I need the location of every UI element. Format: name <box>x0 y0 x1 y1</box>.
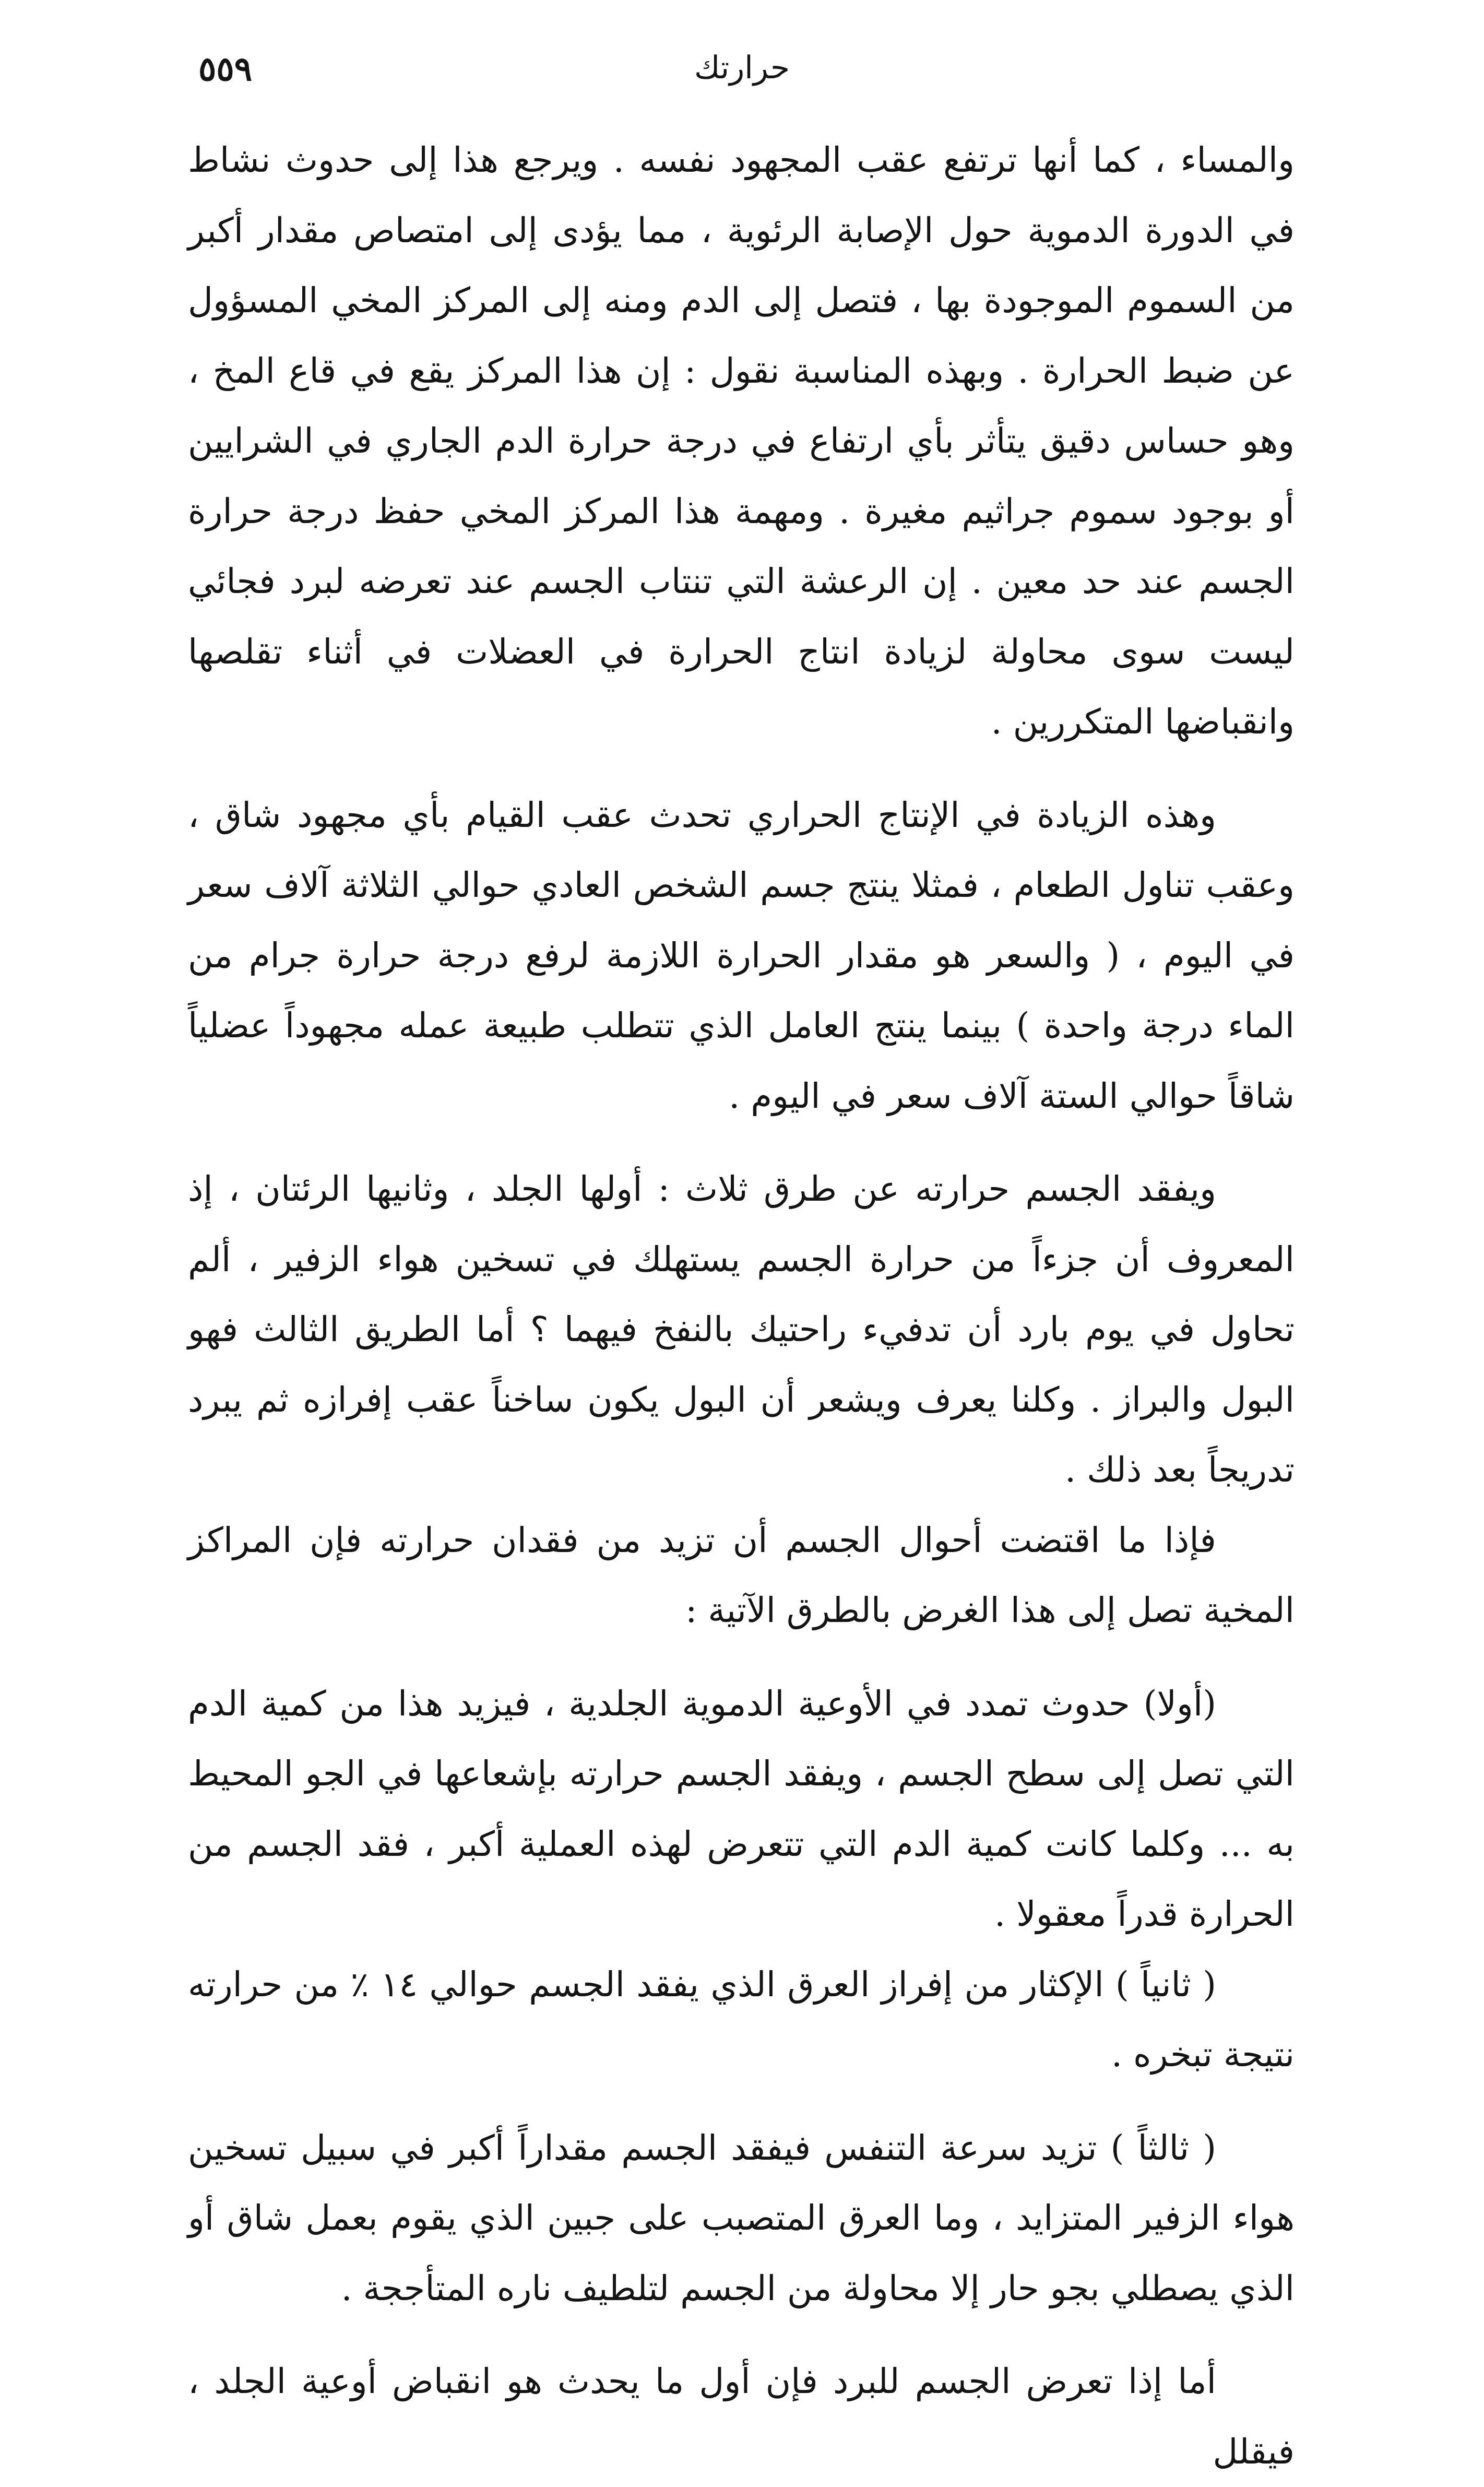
running-title: حرارتك <box>694 50 790 86</box>
paragraph-second-method: ( ثانياً ) الإكثار من إفراز العرق الذي يفقد الجسم حوالي ١٤ ٪ من حرارته نتيجة تبخره . <box>188 1964 1295 2075</box>
paragraph-heat-loss-routes: ويفقد الجسم حرارته عن طرق ثلاث : أولها الجلد ، وثانيها الرئتان ، إذ المعروف أن جزءاً من حرارة الجسم يستهلك في تسخين هواء الزفير ، ألم تحاول في يوم بارد أن تدفيء راحتيك بالنفخ فيهما ؟ أما الطريق الثالث فهو البول والبراز . وكلنا يعرف ويشعر أن البول يكون ساخناً عقب إفرازه ثم يبرد تدريجاً بعد ذلك . <box>188 1169 1295 1490</box>
paragraph-brain-centers: فإذا ما اقتضت أحوال الجسم أن تزيد من فقدان حرارته فإن المراكز المخية تصل إلى هذا الغرض بالطرق الآتية : <box>188 1520 1295 1630</box>
page-number: ٥٥٩ <box>198 50 253 89</box>
paragraph-heat-production: وهذه الزيادة في الإنتاج الحراري تحدث عقب القيام بأي مجهود شاق ، وعقب تناول الطعام ، فمثلا ينتج جسم الشخص العادي حوالي الثلاثة آلاف سعر في اليوم ، ( والسعر هو مقدار الحرارة اللازمة لرفع درجة حرارة جرام من الماء درجة واحدة ) بينما ينتج العامل الذي تتطلب طبيعة عمله مجهوداً عضلياً شاقاً حوالي الستة آلاف سعر في اليوم . <box>188 795 1295 1116</box>
paragraph-cold-exposure: أما إذا تعرض الجسم للبرد فإن أول ما يحدث هو انقباض أوعية الجلد ، فيقلل <box>188 2361 1295 2472</box>
paragraph-fever-center: والمساء ، كما أنها ترتفع عقب المجهود نفسه . ويرجع هذا إلى حدوث نشاط في الدورة الدموية حول الإصابة الرئوية ، مما يؤدى إلى امتصاص مقدار أكبر من السموم الموجودة بها ، فتصل إلى الدم ومنه إلى المركز المخي المسؤول عن ضبط الحرارة . وبهذه المناسبة نقول : إن هذا المركز يقع في قاع المخ ، وهو حساس دقيق يتأثر بأي ارتفاع في درجة حرارة الدم الجاري في الشرايين أو بوجود سموم جراثيم مغيرة . ومهمة هذا المركز المخي حفظ درجة حرارة الجسم عند حد معين . إن الرعشة التي تنتاب الجسم عند تعرضه لبرد فجائي ليست سوى محاولة لزيادة انتاج الحرارة في العضلات في أثناء تقلصها وانقباضها المتكررين . <box>188 140 1295 742</box>
running-head <box>188 50 1296 107</box>
paragraph-third-method: ( ثالثاً ) تزيد سرعة التنفس فيفقد الجسم مقداراً أكبر في سبيل تسخين هواء الزفير المتزايد ، وما العرق المتصبب على جبين الذي يقوم بعمل شاق أو الذي يصطلي بجو حار إلا محاولة من الجسم لتلطيف ناره المتأججة . <box>188 2127 1295 2308</box>
body-text <box>188 125 1295 2487</box>
paragraph-first-method: (أولا) حدوث تمدد في الأوعية الدموية الجلدية ، فيزيد هذا من كمية الدم التي تصل إلى سطح الجسم ، ويفقد الجسم حرارته بإشعاعها في الجو المحيط به ... وكلما كانت كمية الدم التي تتعرض لهذه العملية أكبر ، فقد الجسم من الحرارة قدراً معقولا . <box>188 1683 1295 1934</box>
